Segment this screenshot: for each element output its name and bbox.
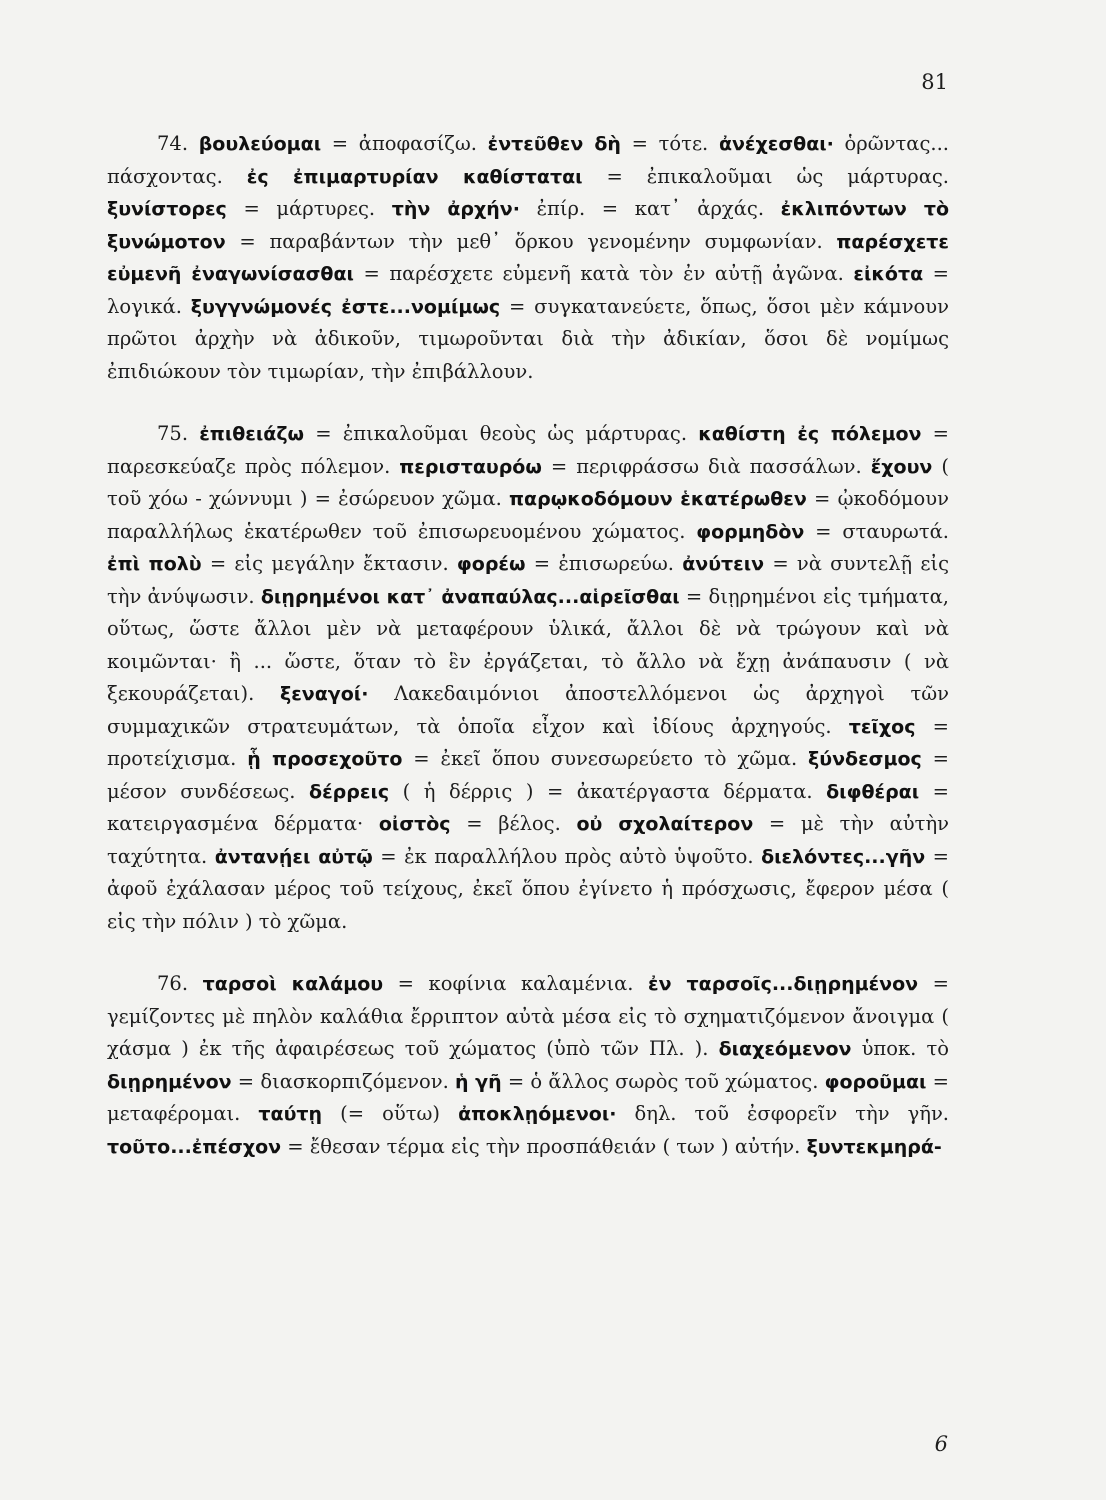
lemma: παρέσχετε εὐμενῆ ἐναγωνίσασθαι <box>107 230 949 285</box>
lemma: τεῖχος <box>848 715 916 738</box>
gloss: = κατειργασμένα δέρματα· <box>107 779 950 835</box>
gloss: = λογικά. <box>107 262 950 318</box>
lemma: διφθέραι <box>826 780 920 803</box>
gloss: = βέλος. <box>450 812 577 835</box>
lemma: ἐκλιπόντων τὸ ξυνώμοτον <box>107 198 950 253</box>
gloss: = ἐπικαλοῦμαι θεοὺς ὡς μάρτυρας. <box>304 422 699 445</box>
lemma: ξεναγοί· <box>280 683 369 705</box>
lemma: ἔχουν <box>870 455 933 478</box>
gloss: = συγκατανεύετε, ὅπως, ὅσοι μὲν κάμνουν πρῶτοι ἀρχὴν νὰ ἀδικοῦν, τιμωροῦνται διὰ τὴν ἀδικίαν, ὅσοι δὲ νομίμως ἐπιδιώκουν τὸν τιμωρίαν, τὴν ἐπιβάλλουν. <box>107 294 949 383</box>
lemma: ταύτῃ <box>258 1103 323 1125</box>
lemma: ἀντανῄει αὐτῷ <box>214 845 373 868</box>
gloss: = ἀφοῦ ἐχάλασαν μέρος τοῦ τείχους, ἐκεῖ ὅπου ἐγίνετο ἡ πρόσχωσις, ἔφερον μέσα ( εἰς τὴν πόλιν ) τὸ χῶμα. <box>107 844 949 933</box>
gloss: = ἐκεῖ ὅπου συνεσωρεύετο τὸ χῶμα. <box>402 747 809 770</box>
lemma: ἐν ταρσοῖς...διῃρημένον <box>648 973 919 995</box>
lemma: διελόντες...γῆν <box>761 845 926 868</box>
lemma: εἰκότα <box>853 263 924 285</box>
gloss: = περιφράσσω διὰ πασσάλων. <box>541 454 871 478</box>
lemma: φορμηδὸν <box>696 520 805 543</box>
lemma: ᾗ προσεχοῦτο <box>247 748 403 770</box>
lemma: ξυνίστορες <box>107 198 227 220</box>
lemma: διῃρημένον <box>107 1070 232 1093</box>
gloss: = προτείχισμα. <box>107 714 949 770</box>
gloss: = ἔθεσαν τέρμα εἰς τὴν προσπάθειάν ( των ) αὐτήν. <box>281 1134 807 1158</box>
lemma: ξυντεκμηρά- <box>806 1135 942 1158</box>
lemma: τοῦτο...ἐπέσχον <box>107 1135 282 1158</box>
gloss: = παρέσχετε εὐμενῆ κατὰ τὸν ἐν αὐτῇ ἀγῶνα. <box>353 262 854 285</box>
lemma: οἰστὸς <box>378 813 451 835</box>
page-number: 81 <box>921 70 948 94</box>
gloss: = νὰ συντελῇ εἰς τὴν ἀνύψωσιν. <box>107 552 950 608</box>
lemma: φοροῦμαι <box>824 1070 927 1093</box>
gloss: = εἰς μεγάλην ἔκτασιν. <box>201 552 457 575</box>
gloss: = διῃρημένοι εἰς τμήματα, οὕτως, ὥστε ἄλλοι μὲν νὰ μεταφέρουν ὑλικά, ἄλλοι δὲ νὰ τρώγουν καὶ νὰ κοιμῶνται· ἢ ... ὥστε, ὅταν τὸ ἓν ἐργάζεται, τὸ ἄλλο νὰ ἔχῃ ἀνάπαυσιν ( νὰ ξεκουράζεται). <box>107 584 949 705</box>
lemma: ταρσοὶ καλάμου <box>202 973 384 995</box>
gloss: ὑποκ. τὸ <box>851 1037 949 1060</box>
gloss: = διασκορπιζόμενον. <box>231 1069 456 1093</box>
lemma: διαχεόμενον <box>718 1038 852 1060</box>
gloss: Λακεδαιμόνιοι ἀποστελλόμενοι ὡς ἀρχηγοὶ τῶν συμμαχικῶν στρατευμάτων, τὰ ὁποῖα εἶχον καὶ ἰδίους ἀρχηγούς. <box>107 682 949 738</box>
gloss: = τότε. <box>620 132 719 155</box>
gloss: (= οὕτω) <box>322 1102 459 1125</box>
lemma: ἐς ἐπιμαρτυρίαν καθίσταται <box>246 165 583 188</box>
paragraph-number: 76. <box>157 972 189 995</box>
gloss: = μέσον συνδέσεως. <box>107 747 949 803</box>
lemma: διῃρημένοι κατ᾽ ἀναπαύλας...αἱρεῖσθαι <box>260 585 680 608</box>
lemma: τὴν ἀρχήν· <box>391 198 520 220</box>
lemma: δέρρεις <box>309 780 390 803</box>
signature-mark: 6 <box>934 1432 948 1456</box>
paragraph-76 <box>107 968 949 1163</box>
lemma: ξυγγνώμονές ἐστε...νομίμως <box>190 295 501 318</box>
gloss: = ᾠκοδόμουν παραλλήλως ἑκατέρωθεν τοῦ ἐπισωρευομένου χώματος. <box>107 487 949 543</box>
gloss: = κοφίνια καλαμένια. <box>383 972 649 995</box>
lemma: οὐ σχολαίτερον <box>576 813 754 835</box>
paragraph-number: 74. <box>157 132 189 155</box>
paragraph-number: 75. <box>157 422 189 445</box>
gloss: δηλ. τοῦ ἐσφορεῖν τὴν γῆν. <box>616 1102 949 1125</box>
gloss: ὁρῶντας... πάσχοντας. <box>107 132 949 188</box>
gloss: = μὲ τὴν αὐτὴν ταχύτητα. <box>107 812 949 868</box>
gloss: = ἐπικαλοῦμαι ὡς μάρτυρας. <box>582 164 949 188</box>
gloss: = παρεσκεύαζε πρὸς πόλεμον. <box>107 422 949 478</box>
gloss: = γεμίζοντες μὲ πηλὸν καλάθια ἔρριπτον αὐτὰ μέσα εἰς τὸ σχηματιζόμενον ἄνοιγμα ( χάσμα ) ἐκ τῆς ἀφαιρέσεως τοῦ χώματος (ὑπὸ τῶν Πλ. ). <box>107 972 949 1060</box>
gloss: = ἐπισωρεύω. <box>525 552 683 575</box>
lemma: ξύνδεσμος <box>808 748 922 770</box>
lemma: ἐντεῦθεν δὴ <box>487 133 621 155</box>
lemma: φορέω <box>456 553 526 575</box>
paragraph-74 <box>107 128 949 388</box>
lemma: ἐπιθειάζω <box>199 423 305 445</box>
gloss: = ἀποφασίζω. <box>321 132 488 155</box>
gloss: = παραβάντων τὴν μεθ᾽ ὅρκου γενομένην συμφωνίαν. <box>225 229 837 253</box>
lemma: καθίστη ἐς πόλεμον <box>698 423 922 445</box>
gloss: ἐπίρ. = κατ᾽ ἀρχάς. <box>519 197 781 220</box>
lemma: ἐπὶ πολὺ <box>107 553 202 575</box>
paragraph-75 <box>107 418 949 938</box>
gloss: = σταυρωτά. <box>804 519 949 543</box>
lemma: ἀνύτειν <box>682 553 765 575</box>
lemma: παρῳκοδόμουν ἑκατέρωθεν <box>509 488 807 510</box>
gloss: = μεταφέρομαι. <box>107 1069 949 1125</box>
gloss: ( ἡ δέρρις ) = ἀκατέργαστα δέρματα. <box>389 779 827 803</box>
gloss: = ἐκ παραλλήλου πρὸς αὐτὸ ὑψοῦτο. <box>372 844 762 868</box>
lemma: ἀποκλῃόμενοι· <box>458 1103 617 1125</box>
gloss: ( τοῦ χόω - χώννυμι ) = ἐσώρευον χῶμα. <box>107 454 949 510</box>
lemma: ἡ γῆ <box>455 1070 502 1093</box>
commentary-text <box>107 128 949 1163</box>
lemma: βουλεύομαι <box>198 133 322 155</box>
lemma: περισταυρόω <box>399 455 542 478</box>
lemma: ἀνέχεσθαι· <box>718 133 834 155</box>
gloss: = ὁ ἄλλος σωρὸς τοῦ χώματος. <box>501 1069 825 1093</box>
gloss: = μάρτυρες. <box>226 197 392 220</box>
